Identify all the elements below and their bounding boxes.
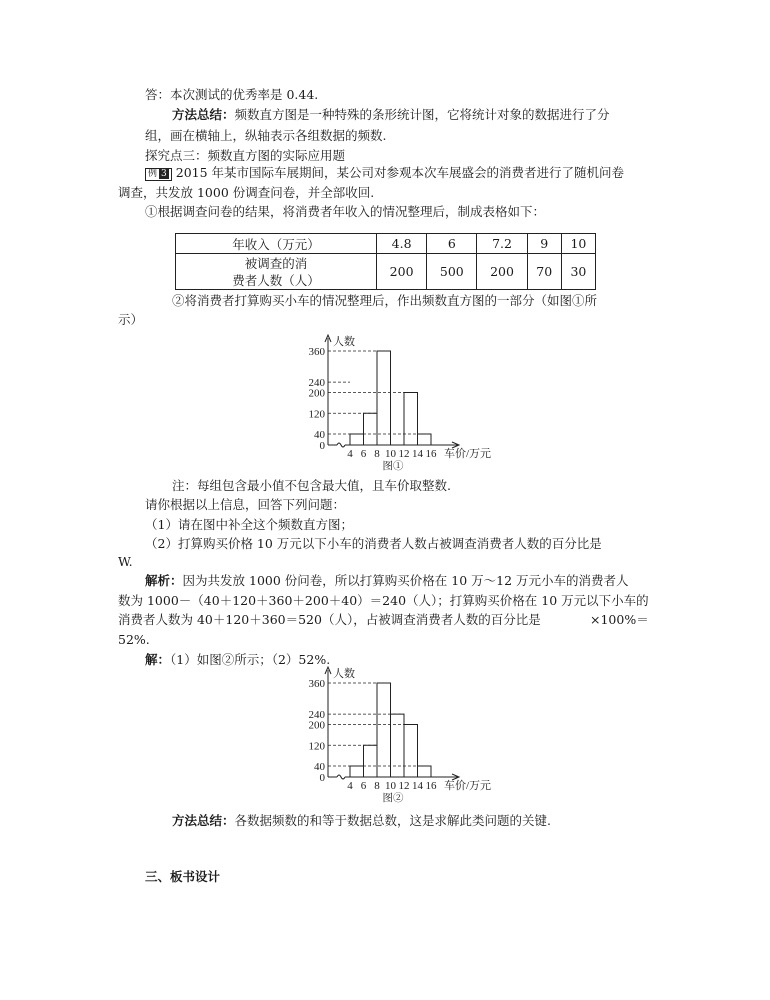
x-tick-label: 8	[374, 780, 380, 792]
item-2-cont: 示）	[118, 312, 144, 327]
x-tick-label: 12	[398, 448, 410, 460]
histogram-bar	[404, 393, 418, 446]
histogram-bar	[364, 413, 378, 445]
y-tick-label: 0	[319, 772, 325, 784]
table-cell: 200	[477, 254, 527, 290]
summary-label: 方法总结：	[172, 107, 235, 122]
exploration-point-3: 探究点三：频数直方图的实际应用题	[145, 148, 346, 163]
y-tick-label: 0	[319, 440, 325, 452]
histogram-bar	[418, 766, 432, 777]
y-tick-label: 240	[308, 709, 325, 722]
histogram-bar	[350, 766, 364, 777]
x-tick-label: 8	[374, 448, 380, 460]
table-cell: 200	[377, 254, 427, 290]
solution-line: 解：（1）如图②所示；（2）52%.	[145, 652, 331, 667]
example-3-line1: 例 3 2015 年某市国际车展期间，某公司对参观本次车展盛会的消费者进行了随机问卷	[145, 164, 624, 182]
y-tick-label: 120	[308, 740, 325, 753]
method-summary-1-cont: 组，画在横轴上，纵轴表示各组数据的频数.	[145, 128, 387, 143]
example-tag: 例 3	[145, 168, 172, 181]
axis-break-icon	[337, 775, 345, 779]
prompt-line: 请你根据以上信息，回答下列问题：	[145, 497, 346, 512]
note-line: 注：每组包含最小值不包含最大值，且车价取整数.	[172, 478, 451, 493]
question-2-cont: W.	[118, 554, 133, 569]
x-axis-label: 车价/万元	[444, 448, 492, 460]
table-cell: 70	[527, 254, 561, 290]
y-tick-label: 40	[314, 761, 325, 773]
histogram-bar	[377, 351, 391, 445]
table-cell: 6	[427, 234, 477, 254]
x-axis-label: 车价/万元	[444, 780, 492, 792]
example-3-line2: 调查，共发放 1000 份调查问卷，并全部收回.	[118, 185, 375, 200]
solution-label: 解：	[145, 652, 171, 667]
histogram-bar	[404, 725, 418, 778]
question-1: （1）请在图中补全这个频数直方图；	[145, 517, 353, 532]
method-summary-2: 方法总结：各数据频数的和等于数据总数，这是求解此类问题的关键.	[172, 813, 551, 828]
histogram-bar	[418, 434, 432, 445]
analysis-line3-tail: ×100%＝	[590, 612, 649, 627]
analysis-line2: 数为 1000－（40＋120＋360＋200＋40）＝240（人）；打算购买价格在 10 万元以下小车的	[118, 593, 649, 608]
y-tick-label: 360	[308, 678, 325, 690]
item-2: ②将消费者打算购买小车的情况整理后，作出频数直方图的一部分（如图①所	[172, 293, 598, 308]
table-cell: 9	[527, 234, 561, 254]
x-tick-label: 16	[425, 448, 437, 460]
analysis-line1: 解析：因为共发放 1000 份问卷，所以打算购买价格在 10 万～12 万元小车的消费者人	[145, 573, 629, 588]
table-cell: 4.8	[377, 234, 427, 254]
item-1: ①根据调查问卷的结果，将消费者年收入的情况整理后，制成表格如下：	[145, 204, 546, 219]
x-tick-label: 10	[385, 448, 396, 460]
question-2: （2）打算购买价格 10 万元以下小车的消费者人数占被调查消费者人数的百分比是	[145, 536, 602, 551]
y-tick-label: 240	[308, 377, 325, 390]
table-cell: 500	[427, 254, 477, 290]
x-tick-label: 6	[360, 448, 367, 460]
x-tick-label: 16	[425, 780, 437, 792]
histogram-bar	[350, 434, 364, 445]
analysis-line4: 52%.	[118, 632, 150, 647]
answer-line: 答：本次测试的优秀率是 0.44.	[145, 87, 319, 102]
figure-caption: 图②	[382, 793, 404, 804]
x-tick-label: 4	[347, 780, 353, 792]
summary-label: 方法总结：	[172, 813, 235, 828]
histogram-bar	[391, 714, 405, 777]
table-cell: 7.2	[477, 234, 527, 254]
analysis-line3: 消费者人数为 40＋120＋360＝520（人），占被调查消费者人数的百分比是	[118, 612, 541, 627]
y-axis-label: 人数	[333, 668, 355, 680]
y-axis-label: 人数	[333, 336, 355, 348]
table-cell: 30	[561, 254, 595, 290]
income-table	[175, 233, 596, 290]
x-tick-label: 12	[398, 780, 410, 792]
x-tick-label: 4	[347, 448, 353, 460]
table-row	[176, 234, 596, 254]
histogram-bar	[364, 745, 378, 777]
table-header-count: 被调查的消 费者人数（人）	[176, 254, 377, 290]
x-tick-label: 14	[412, 448, 423, 460]
table-header-income: 年收入（万元）	[176, 234, 377, 254]
histogram-bar	[377, 683, 391, 777]
y-tick-label: 40	[314, 429, 325, 441]
method-summary-1: 方法总结：频数直方图是一种特殊的条形统计图，它将统计对象的数据进行了分	[172, 107, 610, 122]
x-tick-label: 14	[412, 780, 423, 792]
section-3-heading: 三、板书设计	[145, 869, 221, 884]
x-tick-label: 10	[385, 780, 396, 792]
x-tick-label: 6	[360, 780, 367, 792]
histogram-chart-2	[300, 664, 500, 804]
analysis-label: 解析：	[145, 573, 183, 588]
y-tick-label: 120	[308, 408, 325, 421]
figure-caption: 图①	[382, 461, 404, 472]
histogram-chart-1	[300, 332, 500, 472]
axis-break-icon	[337, 443, 345, 447]
y-tick-label: 200	[308, 719, 325, 732]
y-tick-label: 200	[308, 387, 325, 400]
table-row	[176, 254, 596, 290]
y-tick-label: 360	[308, 346, 325, 358]
table-cell: 10	[561, 234, 595, 254]
